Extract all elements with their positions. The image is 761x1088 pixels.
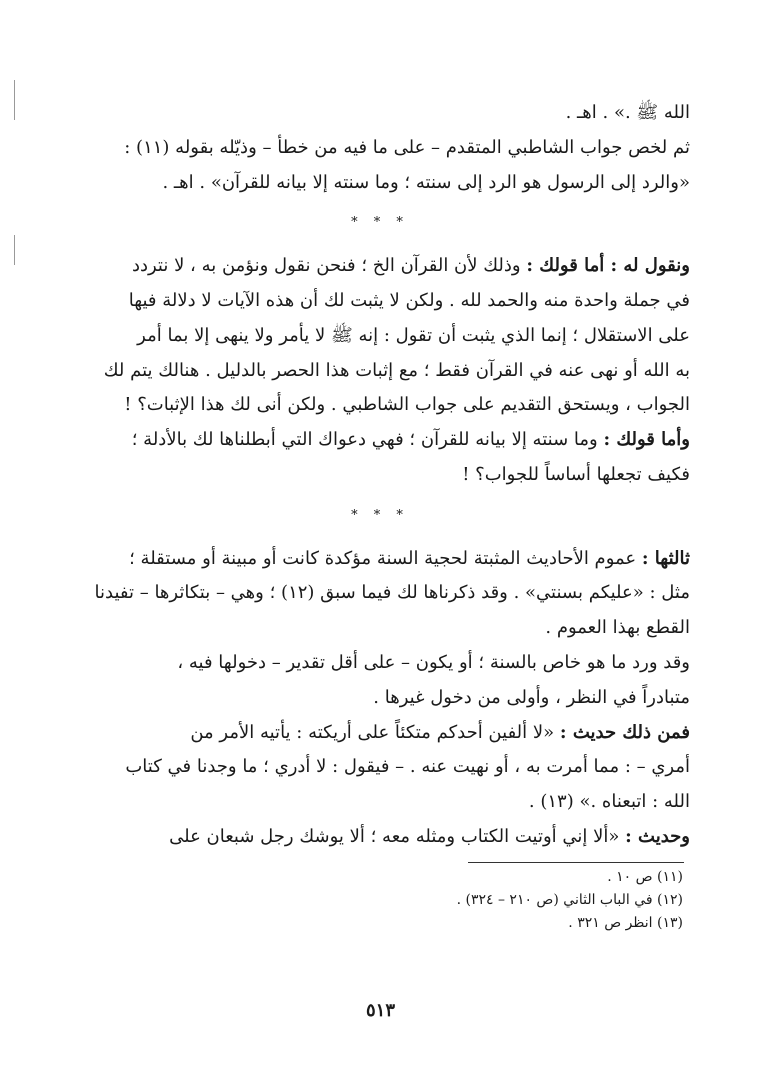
line-text: الله ﷺ .» . اهـ . (565, 102, 690, 123)
line-text: به الله أو نهى عنه في القرآن فقط ؛ مع إثبات هذا الحصر بالدليل . هنالك يتم لك (103, 359, 690, 381)
lead-paragraph (70, 423, 690, 493)
line-text: «لا ألفين أحدكم متكئاً على أريكته : يأتيه الأمر من (190, 721, 555, 743)
paragraph-lead: ثالثها : (641, 547, 690, 569)
text-line (70, 820, 690, 855)
scan-edge-mark (14, 80, 15, 120)
text-line (70, 249, 690, 284)
paragraph-lead: ونقول له : أما قولك : (526, 255, 690, 277)
paragraph-lead: وحديث : (625, 825, 690, 847)
text-line (70, 785, 690, 820)
line-text: عموم الأحاديث المثبتة لحجية السنة مؤكدة كانت أو مبينة أو مستقلة ؛ (129, 547, 637, 569)
text-line (70, 458, 690, 493)
line-text: «والرد إلى الرسول هو الرد إلى سنته ؛ وما سنته إلا بيانه للقرآن» . اهـ . (162, 171, 690, 193)
footnote: (١١) ص ١٠ . (607, 869, 683, 885)
line-text: في جملة واحدة منه والحمد لله . ولكن لا يثبت لك أن هذه الآيات لا دلالة فيها (128, 289, 690, 311)
text-line (70, 542, 690, 577)
text-paragraph (70, 646, 690, 716)
line-text: الجواب ، ويستحق التقديم على جواب الشاطبي . ولكن أنى لك هذا الإثبات؟ ! (124, 394, 690, 416)
lead-paragraph (70, 820, 690, 855)
text-line (70, 716, 690, 751)
lead-paragraph (70, 542, 690, 646)
line-text: وما سنته إلا بيانه للقرآن ؛ فهي دعواك التي أبطلناها لك بالأدلة ؛ (131, 429, 598, 451)
text-line (70, 319, 690, 354)
text-line (70, 131, 690, 166)
text-line (70, 750, 690, 785)
section-separator: * * * (351, 215, 409, 231)
text-line (70, 166, 690, 201)
page-number: ٥١٣ (365, 1000, 395, 1021)
section-separator: * * * (351, 507, 409, 523)
text-line (70, 388, 690, 423)
line-text: وقد ورد ما هو خاص بالسنة ؛ أو يكون – على أقل تقدير – دخولها فيه ، (177, 651, 690, 673)
footnotes (283, 866, 683, 935)
text-line (70, 423, 690, 458)
line-text: القطع بهذا العموم . (545, 617, 690, 639)
text-paragraph (70, 96, 690, 131)
text-line (70, 646, 690, 681)
main-text-body (70, 96, 690, 855)
paragraph-lead: وأما قولك : (603, 429, 690, 451)
text-line (70, 576, 690, 611)
line-text: الله : اتبعناه .» (١٣) . (528, 791, 690, 813)
line-text: متبادراً في النظر ، وأولى من دخول غيرها . (373, 686, 690, 708)
line-text: على الاستقلال ؛ إنما الذي يثبت أن تقول : إنه ﷺ لا يأمر ولا ينهى إلا بما أمر (137, 324, 690, 346)
text-line (70, 284, 690, 319)
text-paragraph (70, 131, 690, 201)
scan-edge-mark (14, 235, 15, 265)
text-line (70, 96, 690, 131)
footnote: (١٢) في الباب الثاني (ص ٢١٠ – ٣٢٤) . (456, 892, 683, 908)
lead-paragraph (70, 716, 690, 820)
footnote: (١٣) انظر ص ٣٢١ . (568, 915, 683, 931)
text-line (70, 681, 690, 716)
line-text: فكيف تجعلها أساساً للجواب؟ ! (462, 463, 690, 485)
line-text: «ألا إني أوتيت الكتاب ومثله معه ؛ ألا يوشك رجل شبعان على (169, 825, 620, 847)
paragraph-lead: فمن ذلك حديث : (559, 721, 690, 743)
line-text: ثم لخص جواب الشاطبي المتقدم – على ما فيه من خطأ – وذيّله بقوله (١١) : (124, 136, 690, 158)
text-line (70, 354, 690, 389)
line-text: أمري – : مما أمرت به ، أو نهيت عنه . – فيقول : لا أدري ؛ ما وجدنا في كتاب (125, 756, 690, 778)
line-text: وذلك لأن القرآن الخ ؛ فنحن نقول ونؤمن به ، لا نتردد (131, 255, 521, 277)
line-text: مثل : «عليكم بسنتي» . وقد ذكرناها لك فيما سبق (١٢) ؛ وهي – بتكاثرها – تفيدنا (94, 582, 690, 604)
lead-paragraph (70, 249, 690, 423)
text-line (70, 611, 690, 646)
footnote-separator (468, 862, 684, 863)
